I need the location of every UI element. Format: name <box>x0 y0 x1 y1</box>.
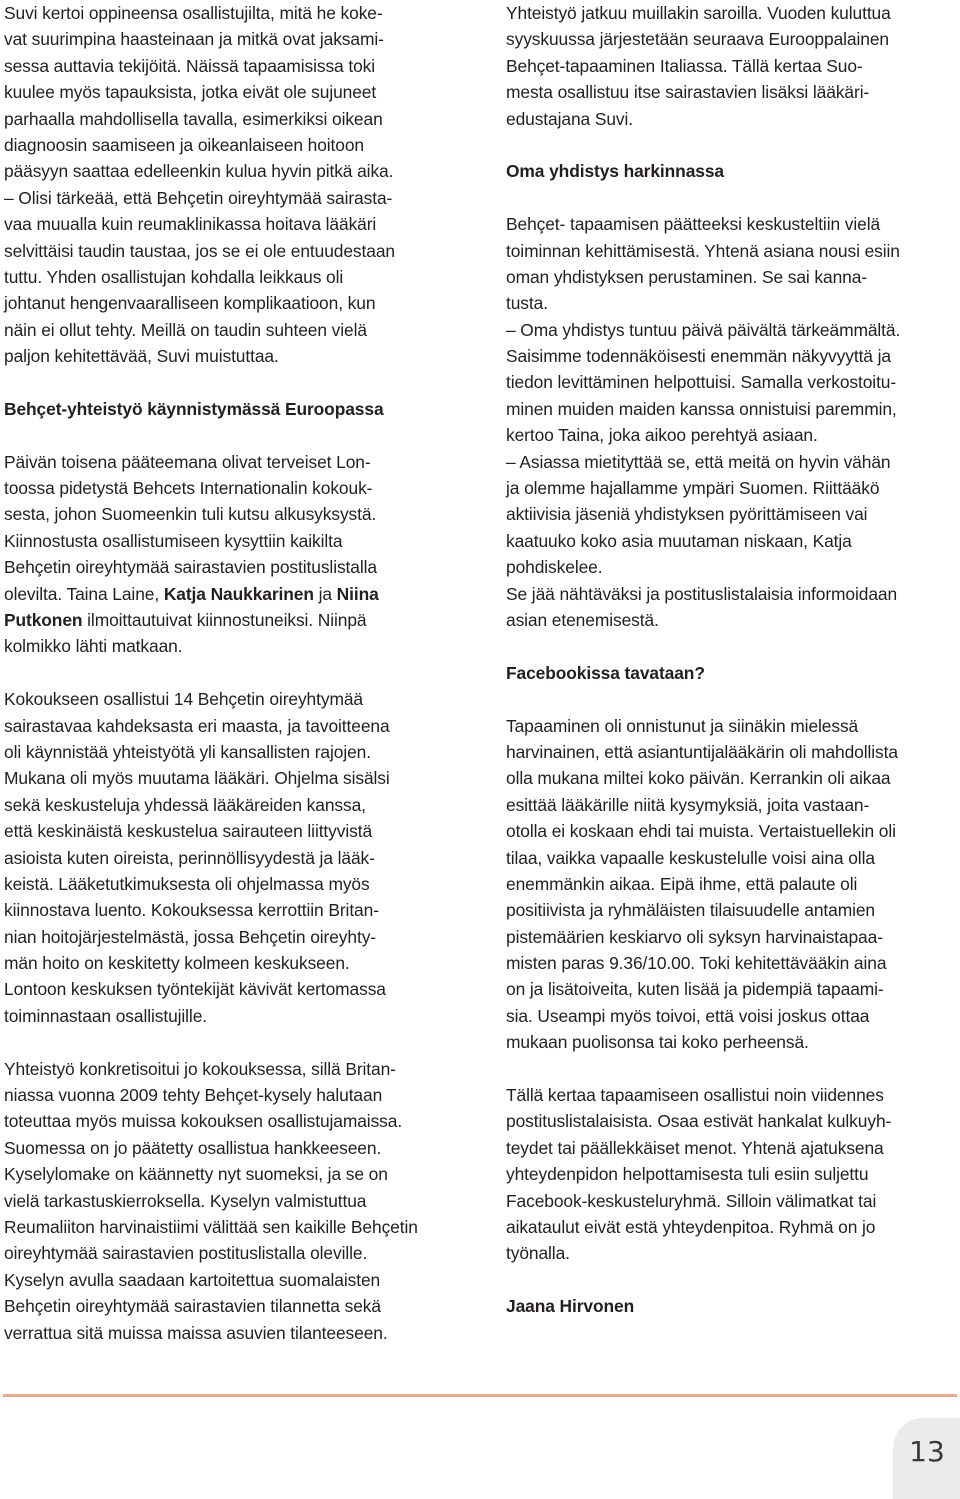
text-line: vat suurimpina haasteinaan ja mitkä ovat jaksami- <box>4 29 384 50</box>
text-line: niassa vuonna 2009 tehty Behçet-kysely halutaan <box>4 1085 383 1106</box>
text-line: nian hoitojärjestelmästä, jossa Behçetin oireyhty- <box>4 926 376 947</box>
text-line: diagnoosin saamiseen ja oikeanlaiseen hoitoon <box>4 134 364 155</box>
text-line: pohdiskelee. <box>506 557 603 578</box>
person-name: Katja Naukkarinen <box>163 583 314 604</box>
text-line: – Asiassa mietityttää se, että meitä on hyvin vähän <box>506 451 891 472</box>
text-line: harvinainen, että asiantuntijalääkärin oli mahdollista <box>506 741 898 762</box>
paragraph <box>506 0 958 132</box>
text-line: Kokoukseen osallistui 14 Behçetin oireyhtymää <box>4 689 363 710</box>
text-line: Saisimme todennäköisesti enemmän näkyvyyttä ja <box>506 346 891 367</box>
paragraph <box>506 713 958 1056</box>
text-line: kiinnostava luento. Kokouksessa kerrottiin Britan- <box>4 900 379 921</box>
left-column <box>4 0 456 1346</box>
author-signature: Jaana Hirvonen <box>506 1296 635 1317</box>
text-line: Mukana oli myös muutama lääkäri. Ohjelma sisälsi <box>4 768 390 789</box>
text-line: asian etenemisestä. <box>506 609 659 630</box>
text-line: Kyselylomake on käännetty nyt suomeksi, ja se on <box>4 1164 388 1185</box>
paragraph <box>506 1082 958 1267</box>
text-line <box>4 581 456 607</box>
person-name: Niina <box>336 583 379 604</box>
section-heading: Facebookissa tavataan? <box>506 662 705 683</box>
text-line: vaa muualla kuin reumaklinikassa hoitava lääkäri <box>4 214 377 235</box>
text-line: mesta osallistuu itse sairastavien lisäksi lääkäri- <box>506 82 870 103</box>
text-line: Lontoon keskuksen työntekijät kävivät kertomassa <box>4 979 386 1000</box>
text-line: kertoo Taina, joka aikoo perehtyä asiaan. <box>506 425 818 446</box>
text-line: – Olisi tärkeää, että Behçetin oireyhtymää sairasta- <box>4 187 393 208</box>
text-line: toteuttaa myös muissa kokouksen osallistujamaissa. <box>4 1111 403 1132</box>
text-line: oireyhtymää sairastavien postituslistalla oleville. <box>4 1243 368 1264</box>
text-line: otolla ei koskaan ehdi tai muista. Vertaistuellekin oli <box>506 821 896 842</box>
paragraph <box>4 449 456 660</box>
footer-rule <box>3 1394 957 1397</box>
section-heading: Oma yhdistys harkinnassa <box>506 161 724 182</box>
text-line: esittää lääkärille niitä kysymyksiä, joita vastaan- <box>506 794 870 815</box>
text-line: tusta. <box>506 293 548 314</box>
text-line: Behçet-tapaaminen Italiassa. Tällä kertaa Suo- <box>506 55 863 76</box>
text-line: Tällä kertaa tapaamiseen osallistui noin viidennes <box>506 1085 884 1106</box>
text-line: aktiivisia jäseniä yhdistyksen pyörittämiseen vai <box>506 504 868 525</box>
text-line: Yhteistyö jatkuu muillakin saroilla. Vuoden kuluttua <box>506 3 891 23</box>
text-line: misten paras 9.36/10.00. Toki kehitettävääkin aina <box>506 953 887 974</box>
text-line: Behçet- tapaamisen päätteeksi keskusteltiin vielä <box>506 214 881 235</box>
text-line: että keskinäistä keskustelua sairauteen liittyvistä <box>4 821 373 842</box>
text-line: ja olemme hajallamme ympäri Suomen. Riittääkö <box>506 478 880 499</box>
text-line: Behçetin oireyhtymää sairastavien postituslistalla <box>4 557 377 578</box>
text-line: kaatuuko koko asia muutaman niskaan, Katja <box>506 530 852 551</box>
text-line: oli käynnistää yhteistyötä yli kansallisten rajojen. <box>4 741 371 762</box>
text-line: parhaalla mahdollisella tavalla, esimerkiksi oikean <box>4 108 383 129</box>
text-line: keistä. Lääketutkimuksesta oli ohjelmassa myös <box>4 873 370 894</box>
text-line: toiminnan kehittämisestä. Yhtenä asiana nousi esiin <box>506 240 900 261</box>
text-line: toiminnastaan osallistujille. <box>4 1005 207 1026</box>
paragraph <box>4 686 456 1029</box>
text-line <box>4 607 456 633</box>
right-column <box>506 0 958 1320</box>
text-line: sairastavaa kahdeksasta eri maasta, ja tavoitteena <box>4 715 390 736</box>
text-line: selvittäisi taudin taustaa, jos se ei ole entuudestaan <box>4 240 395 261</box>
text-line: sekä keskusteluja yhdessä lääkäreiden kanssa, <box>4 794 366 815</box>
text-fragment: ja <box>318 583 332 604</box>
text-line: verrattua sitä muissa maissa asuvien tilanteeseen. <box>4 1322 388 1343</box>
person-name: Putkonen <box>4 609 83 630</box>
text-line: kolmikko lähti matkaan. <box>4 636 183 657</box>
text-line: Kyselyn avulla saadaan kartoitettua suomalaisten <box>4 1269 381 1290</box>
text-line: sesta, johon Suomeenkin tuli kutsu alkusyksystä. <box>4 504 377 525</box>
text-line: – Oma yhdistys tuntuu päivä päivältä tärkeämmältä. <box>506 319 901 340</box>
text-line: minen muiden maiden kanssa onnistuisi paremmin, <box>506 398 897 419</box>
text-line: teydet tai päällekkäiset menot. Yhtenä ajatuksena <box>506 1137 884 1158</box>
text-line: johtanut hengenvaaralliseen komplikaatioon, kun <box>4 293 376 314</box>
text-line: Facebook-keskusteluryhmä. Silloin välimatkat tai <box>506 1190 877 1211</box>
text-line: toossa pidetystä Behcets Internationalin kokouk- <box>4 478 373 499</box>
paragraph <box>4 0 456 369</box>
text-line: Yhteistyö konkretisoitui jo kokouksessa, sillä Britan- <box>4 1058 396 1079</box>
text-line: tuttu. Yhden osallistujan kohdalla leikkaus oli <box>4 266 344 287</box>
text-line: Reumaliiton harvinaistiimi välittää sen kaikille Behçetin <box>4 1216 418 1237</box>
text-line: syyskuussa järjestetään seuraava Eurooppalainen <box>506 29 889 50</box>
text-line: Se jää nähtäväksi ja postituslistalaisia informoidaan <box>506 583 898 604</box>
text-fragment: olevilta. Taina Laine, <box>4 583 160 604</box>
text-line: asioista kuten oireista, perinnöllisyydestä ja lääk- <box>4 847 375 868</box>
text-line: Suvi kertoi oppineensa osallistujilta, mitä he koke- <box>4 3 383 23</box>
text-line: pääsyyn saattaa edelleenkin kulua hyvin pitkä aika. <box>4 161 394 182</box>
text-line: näin ei ollut tehty. Meillä on taudin suhteen vielä <box>4 319 367 340</box>
text-line: tilaa, vaikka vapaalle keskustelulle voisi aina olla <box>506 847 875 868</box>
text-line: Tapaaminen oli onnistunut ja siinäkin mielessä <box>506 715 859 736</box>
text-line: positiivista ja ryhmäläisten tilaisuudelle antamien <box>506 900 875 921</box>
text-line: edustajana Suvi. <box>506 108 633 129</box>
text-line: oman yhdistyksen perustaminen. Se sai kanna- <box>506 266 867 287</box>
text-line: on ja lisätoiveita, kuten lisää ja pidempiä tapaami- <box>506 979 884 1000</box>
text-line: sessa auttavia tekijöitä. Näissä tapaamisissa toki <box>4 55 376 76</box>
section-heading: Behçet-yhteistyö käynnistymässä Euroopassa <box>4 398 384 419</box>
text-fragment: ilmoittautuivat kiinnostuneiksi. Niinpä <box>87 609 367 630</box>
text-line: kuulee myös tapauksista, jotka eivät ole sujuneet <box>4 82 377 103</box>
paragraph <box>4 1056 456 1346</box>
text-line: sia. Useampi myös toivoi, että voisi joskus ottaa <box>506 1005 870 1026</box>
text-line: Suomessa on jo päätetty osallistua hankkeeseen. <box>4 1137 382 1158</box>
text-line: yhteydenpidon helpottamisesta tuli esiin suljettu <box>506 1164 869 1185</box>
text-line: män hoito on keskitetty kolmeen keskukseen. <box>4 953 350 974</box>
text-line: olla mukana miltei koko päivän. Kerrankin oli aikaa <box>506 768 891 789</box>
text-line: aikataulut eivät estä yhteydenpitoa. Ryhmä on jo <box>506 1216 876 1237</box>
text-line: Kiinnostusta osallistumiseen kysyttiin kaikilta <box>4 530 343 551</box>
page-number: 13 <box>909 1435 945 1468</box>
text-line: enemmänkin aikaa. Eipä ihme, että palaute oli <box>506 873 858 894</box>
text-line: Behçetin oireyhtymää sairastavien tilannetta sekä <box>4 1296 381 1317</box>
text-line: vielä tarkastuskierroksella. Kyselyn valmistuttua <box>4 1190 367 1211</box>
paragraph <box>506 211 958 633</box>
text-line: mukaan puolisonsa tai koko perheensä. <box>506 1032 809 1053</box>
text-line: paljon kehitettävää, Suvi muistuttaa. <box>4 346 279 367</box>
text-line: Päivän toisena pääteemana olivat terveiset Lon- <box>4 451 371 472</box>
text-line: postituslistalaisista. Osaa estivät hankalat kulkuyh- <box>506 1111 892 1132</box>
text-line: pistemäärien keskiarvo oli syksyn harvinaistapaa- <box>506 926 883 947</box>
text-line: työnalla. <box>506 1243 570 1264</box>
text-line: tiedon levittäminen helpottuisi. Samalla verkostoitu- <box>506 372 897 393</box>
